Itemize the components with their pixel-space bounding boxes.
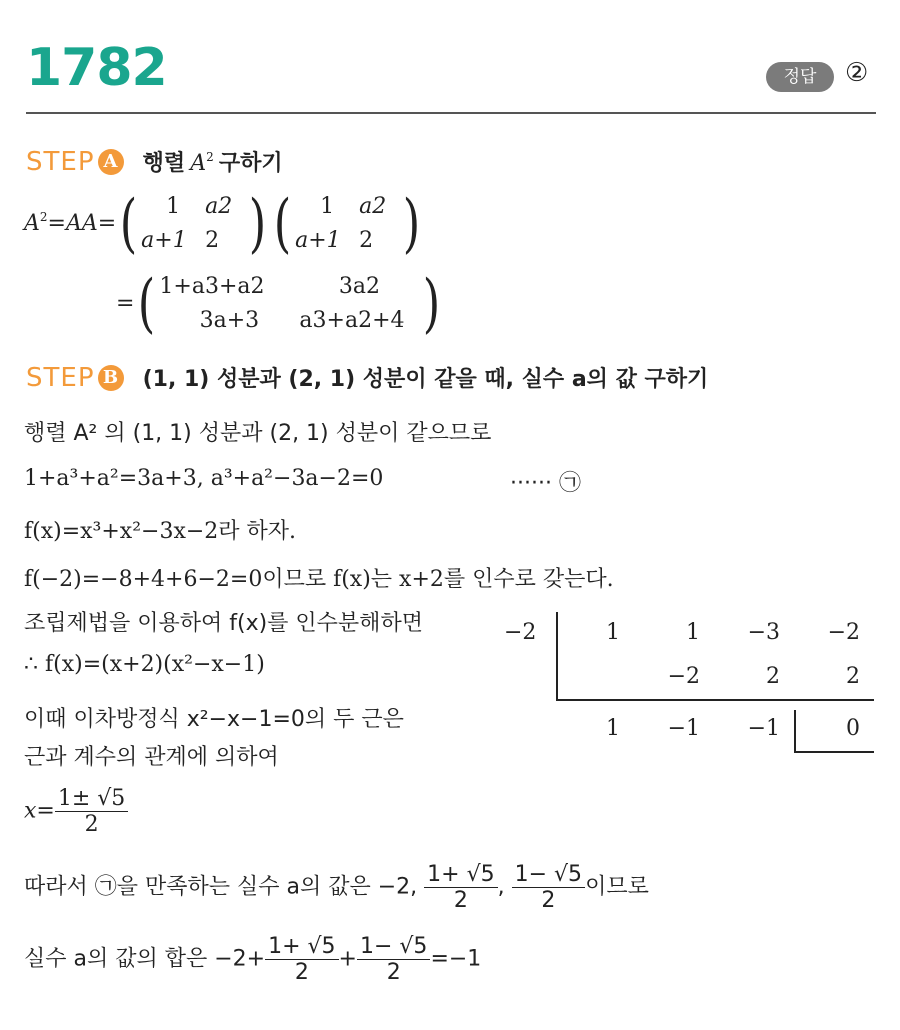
synthetic-remainder: 0 xyxy=(846,716,860,741)
synthetic-cell: −2 xyxy=(667,664,700,689)
synthetic-cell: 1 xyxy=(606,716,620,741)
line11-pre: 실수 a의 값의 합은 −2+ xyxy=(24,946,266,972)
synthetic-horizontal-rule xyxy=(556,699,874,701)
fraction xyxy=(265,934,338,985)
root-fraction xyxy=(55,786,128,837)
fraction xyxy=(424,862,497,913)
line10-post: 이므로 xyxy=(585,874,649,900)
root-lhs: x= xyxy=(24,798,55,824)
matrix-lhs: A xyxy=(24,211,40,236)
root-expression xyxy=(24,786,128,837)
fraction-numerator: 1− √5 xyxy=(357,934,430,960)
synthetic-cell: 2 xyxy=(766,664,780,689)
matrix-equation-2: =( 1+a3+a2 3a2 3a+3 a3+a2+4 ) xyxy=(116,267,441,341)
matrix-cell: 1 xyxy=(166,194,181,219)
matrix-eq: =AA= xyxy=(47,211,117,236)
remainder-box-horizontal xyxy=(794,751,874,753)
step-b-letter: B xyxy=(98,365,124,391)
matrix-result xyxy=(159,270,419,338)
solution-line-8: 근과 계수의 관계에 의하여 xyxy=(24,745,279,770)
line10-pre: 따라서 ㉠을 만족하는 실수 a의 값은 −2, xyxy=(24,874,418,900)
comma: , xyxy=(497,874,505,900)
solution-line-6: ∴ f(x)=(x+2)(x²−x−1) xyxy=(24,652,265,677)
synthetic-cell: 1 xyxy=(686,620,700,645)
matrix-cell: a+1 xyxy=(141,228,187,253)
synthetic-cell: −1 xyxy=(667,716,700,741)
solution-line-3: f(x)=x³+x²−3x−2라 하자. xyxy=(24,519,297,544)
step-a-title-post: 구하기 xyxy=(218,151,283,176)
solution-line-4: f(−2)=−8+4+6−2=0이므로 f(x)는 x+2를 인수로 갖는다. xyxy=(24,567,614,592)
matrix-cell: a2 xyxy=(359,194,387,219)
remainder-box-vertical xyxy=(794,710,796,752)
synthetic-divisor: −2 xyxy=(504,620,537,645)
matrix-cell: 1+a3+a2 xyxy=(159,274,265,299)
line11-post: =−1 xyxy=(430,946,482,972)
plus-sign: + xyxy=(338,946,357,972)
matrix-cell: 1 xyxy=(320,194,335,219)
step-b-label: STEP xyxy=(26,363,95,393)
matrix-cell: a3+a2+4 xyxy=(299,308,405,333)
solution-line-7: 이때 이차방정식 x²−x−1=0의 두 근은 xyxy=(24,707,404,732)
fraction xyxy=(512,862,585,913)
fraction-denominator: 2 xyxy=(386,960,401,985)
solution-line-2: 1+a³+a²=3a+3, a³+a²−3a−2=0 xyxy=(24,466,384,491)
synthetic-cell: −3 xyxy=(747,620,780,645)
step-b-heading xyxy=(26,362,708,393)
solution-line-1: 행렬 A² 의 (1, 1) 성분과 (2, 1) 성분이 같으므로 xyxy=(24,421,492,446)
fraction-denominator: 2 xyxy=(294,960,309,985)
fraction-denominator: 2 xyxy=(84,812,99,837)
matrix-cell: 2 xyxy=(205,228,220,253)
fraction-numerator: 1− √5 xyxy=(512,862,585,888)
solution-line-11 xyxy=(24,934,481,985)
matrix-lhs-exp: 2 xyxy=(39,210,48,224)
step-a-title-pre: 행렬 xyxy=(142,151,186,176)
synthetic-cell: −2 xyxy=(827,620,860,645)
matrix-1 xyxy=(141,190,245,258)
fraction-numerator: 1± √5 xyxy=(55,786,128,812)
fraction-denominator: 2 xyxy=(453,888,468,913)
step-a-title-var: A xyxy=(190,151,207,176)
fraction xyxy=(357,934,430,985)
answer-badge: 정답 xyxy=(766,62,834,92)
matrix-equation-1: $A^2=AA=$( 1 a2 a+1 2 ) ( 1 a2 a+1 2 ) xyxy=(24,187,421,261)
fraction-numerator: 1+ √5 xyxy=(424,862,497,888)
equation-marker: ······ ㉠ xyxy=(510,471,581,496)
problem-number: 1782 xyxy=(26,38,167,98)
header-divider xyxy=(26,112,876,114)
synthetic-cell: 1 xyxy=(606,620,620,645)
matrix-cell: 2 xyxy=(359,228,374,253)
synthetic-vertical-rule xyxy=(556,612,558,700)
fraction-numerator: 1+ √5 xyxy=(265,934,338,960)
fraction-denominator: 2 xyxy=(541,888,556,913)
step-a-letter: A xyxy=(98,149,124,175)
synthetic-cell: 2 xyxy=(846,664,860,689)
step-b-title: (1, 1) 성분과 (2, 1) 성분이 같을 때, 실수 a의 값 구하기 xyxy=(142,367,709,392)
matrix2-eq: = xyxy=(116,291,135,316)
matrix-2 xyxy=(295,190,399,258)
step-a-heading xyxy=(26,146,283,177)
matrix-cell: 3a2 xyxy=(338,274,380,299)
answer-value: ② xyxy=(845,58,869,88)
matrix-cell: 3a+3 xyxy=(199,308,260,333)
step-a-title-exp: 2 xyxy=(206,150,214,164)
solution-line-10 xyxy=(24,862,649,913)
synthetic-cell: −1 xyxy=(747,716,780,741)
matrix-cell: a2 xyxy=(205,194,233,219)
step-a-label: STEP xyxy=(26,147,95,177)
solution-line-5: 조립제법을 이용하여 f(x)를 인수분해하면 xyxy=(24,611,423,636)
matrix-cell: a+1 xyxy=(295,228,341,253)
